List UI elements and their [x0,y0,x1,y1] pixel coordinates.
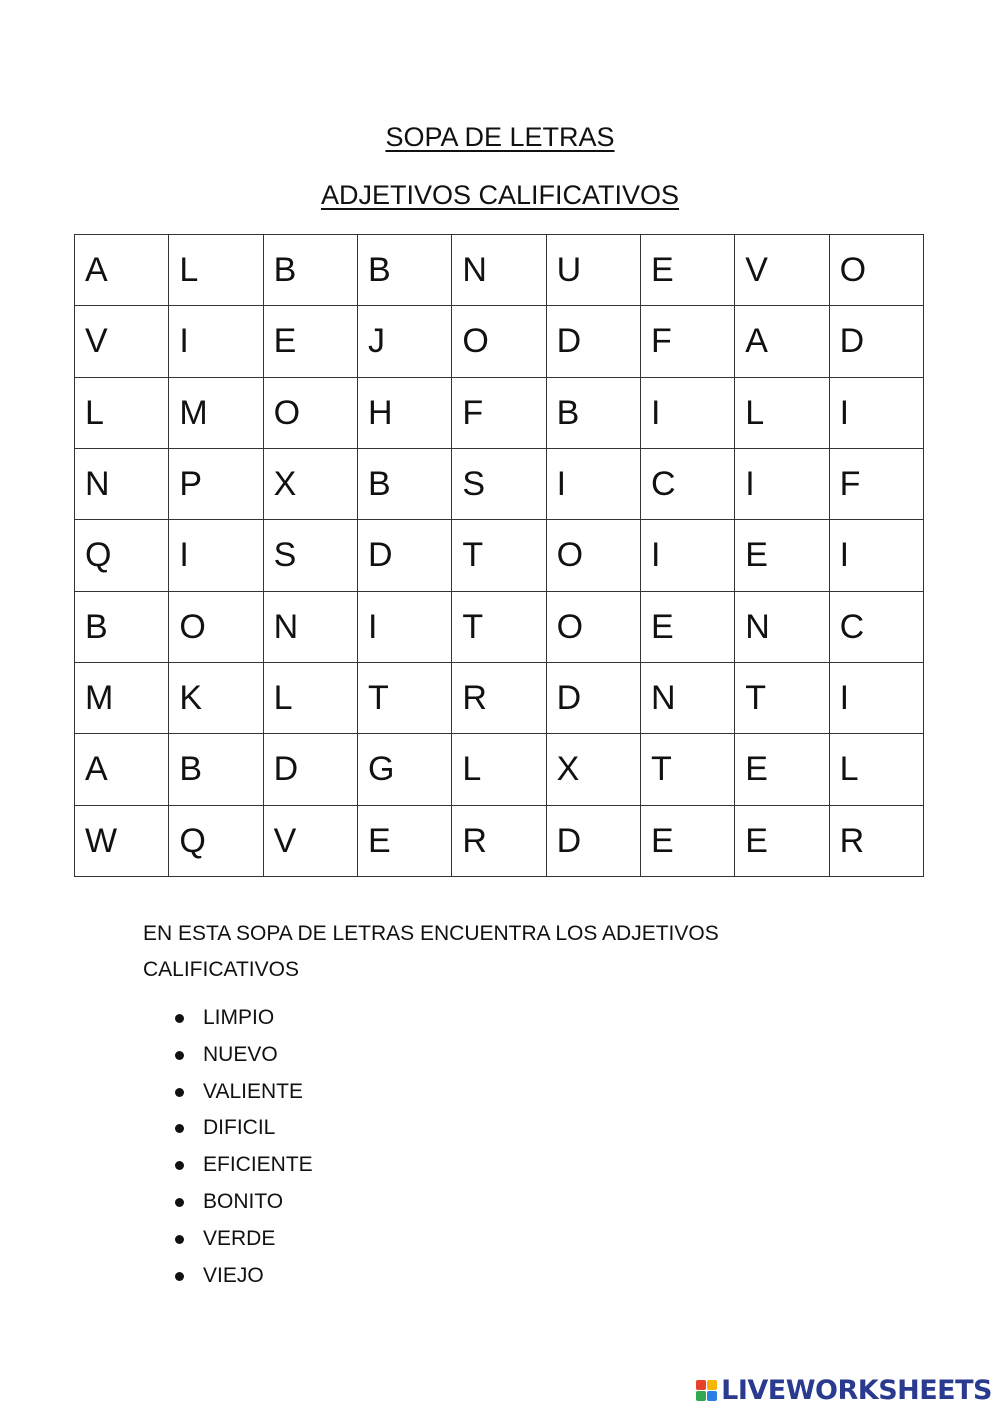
grid-cell[interactable]: D [829,306,923,377]
grid-cell[interactable]: S [263,520,357,591]
grid-row [75,235,924,306]
grid-cell[interactable]: R [452,662,546,733]
grid-cell[interactable]: I [169,520,263,591]
grid-cell[interactable]: E [357,805,451,876]
bullet-icon [175,1198,184,1207]
brand-logo [696,1375,992,1406]
bullet-icon [175,1124,184,1133]
grid-cell[interactable]: I [640,377,734,448]
grid-cell[interactable]: D [357,520,451,591]
grid-cell[interactable]: P [169,448,263,519]
grid-cell[interactable]: F [829,448,923,519]
grid-cell[interactable]: L [75,377,169,448]
grid-row [75,448,924,519]
page-title: SOPA DE LETRAS [385,122,615,152]
grid-cell[interactable]: E [640,805,734,876]
grid-cell[interactable]: E [735,520,829,591]
grid-cell[interactable]: I [735,448,829,519]
grid-row [75,520,924,591]
grid-cell[interactable]: X [546,734,640,805]
grid-cell[interactable]: A [75,734,169,805]
grid-cell[interactable]: X [263,448,357,519]
word-label: VALIENTE [203,1079,303,1103]
grid-cell[interactable]: T [452,591,546,662]
grid-cell[interactable]: U [546,235,640,306]
word-label: VERDE [203,1226,276,1250]
grid-cell[interactable]: O [169,591,263,662]
grid-cell[interactable]: L [169,235,263,306]
grid-cell[interactable]: E [640,591,734,662]
liveworksheets-logo-icon [696,1380,717,1401]
list-item [173,1184,313,1221]
grid-cell[interactable]: N [452,235,546,306]
grid-cell[interactable]: I [546,448,640,519]
bullet-icon [175,1161,184,1170]
grid-cell[interactable]: O [829,235,923,306]
grid-cell[interactable]: V [75,306,169,377]
grid-cell[interactable]: L [829,734,923,805]
grid-cell[interactable]: I [829,377,923,448]
grid-cell[interactable]: Q [169,805,263,876]
grid-cell[interactable]: F [640,306,734,377]
grid-cell[interactable]: N [640,662,734,733]
grid-cell[interactable]: H [357,377,451,448]
grid-cell[interactable]: T [452,520,546,591]
grid-cell[interactable]: I [829,520,923,591]
grid-cell[interactable]: A [735,306,829,377]
grid-cell[interactable]: L [452,734,546,805]
grid-cell[interactable]: I [829,662,923,733]
list-item [173,1000,313,1037]
instruction-text: EN ESTA SOPA DE LETRAS ENCUENTRA LOS ADJETIVOS CALIFICATIVOS [143,922,719,981]
grid-cell[interactable]: C [640,448,734,519]
bullet-icon [175,1051,184,1060]
word-list [173,1000,313,1294]
grid-row [75,306,924,377]
word-search-grid [74,234,924,877]
grid-cell[interactable]: G [357,734,451,805]
list-item [173,1221,313,1258]
grid-cell[interactable]: B [169,734,263,805]
grid-cell[interactable]: N [75,448,169,519]
grid-cell[interactable]: V [735,235,829,306]
grid-cell[interactable]: D [546,306,640,377]
word-label: LIMPIO [203,1006,275,1029]
bullet-icon [175,1014,184,1023]
page-subtitle: ADJETIVOS CALIFICATIVOS [320,180,680,210]
grid-cell[interactable]: R [829,805,923,876]
list-item [173,1074,313,1111]
word-label: BONITO [203,1189,284,1213]
grid-cell[interactable]: B [75,591,169,662]
grid-cell[interactable]: A [75,235,169,306]
grid-cell[interactable]: I [169,306,263,377]
grid-cell[interactable]: O [546,591,640,662]
grid-cell[interactable]: I [640,520,734,591]
grid-cell[interactable]: N [735,591,829,662]
grid-cell[interactable]: N [263,591,357,662]
grid-cell[interactable]: L [735,377,829,448]
grid-cell[interactable]: D [546,805,640,876]
grid-cell[interactable]: W [75,805,169,876]
grid-cell[interactable]: B [357,448,451,519]
list-item [173,1037,313,1074]
grid-row [75,591,924,662]
grid-cell[interactable]: B [263,235,357,306]
grid-row [75,662,924,733]
list-item [173,1258,313,1295]
grid-cell[interactable]: O [452,306,546,377]
grid-row [75,734,924,805]
grid-cell[interactable]: I [357,591,451,662]
grid-cell[interactable]: D [546,662,640,733]
grid-cell[interactable]: T [640,734,734,805]
grid-row [75,805,924,876]
grid-cell[interactable]: K [169,662,263,733]
grid-row [75,377,924,448]
logo-square-yellow [707,1380,717,1390]
grid-cell[interactable]: T [735,662,829,733]
brand-name: LIVEWORKSHEETS [721,1375,992,1406]
grid-cell[interactable]: S [452,448,546,519]
list-item [173,1147,313,1184]
grid-cell[interactable]: T [357,662,451,733]
word-label: DIFICIL [203,1116,276,1140]
grid-cell[interactable]: B [546,377,640,448]
grid-cell[interactable]: E [735,805,829,876]
logo-square-green [696,1391,706,1401]
grid-cell[interactable]: V [263,805,357,876]
grid-cell[interactable]: M [75,662,169,733]
grid-cell[interactable]: J [357,306,451,377]
word-label: VIEJO [203,1263,264,1287]
grid-cell[interactable]: D [263,734,357,805]
grid-cell[interactable]: F [452,377,546,448]
word-label: NUEVO [203,1042,278,1066]
bullet-icon [175,1272,184,1281]
grid-cell[interactable]: L [263,662,357,733]
grid-cell[interactable]: E [640,235,734,306]
bullet-icon [175,1235,184,1244]
grid-cell[interactable]: R [452,805,546,876]
grid-cell[interactable]: M [169,377,263,448]
list-item [173,1110,313,1147]
grid-cell[interactable]: O [546,520,640,591]
grid-cell[interactable]: E [735,734,829,805]
grid-cell[interactable]: E [263,306,357,377]
grid-cell[interactable]: B [357,235,451,306]
logo-square-red [696,1380,706,1390]
grid-cell[interactable]: Q [75,520,169,591]
grid-cell[interactable]: C [829,591,923,662]
logo-square-blue [707,1391,717,1401]
word-label: EFICIENTE [203,1153,313,1177]
bullet-icon [175,1088,184,1097]
grid-cell[interactable]: O [263,377,357,448]
